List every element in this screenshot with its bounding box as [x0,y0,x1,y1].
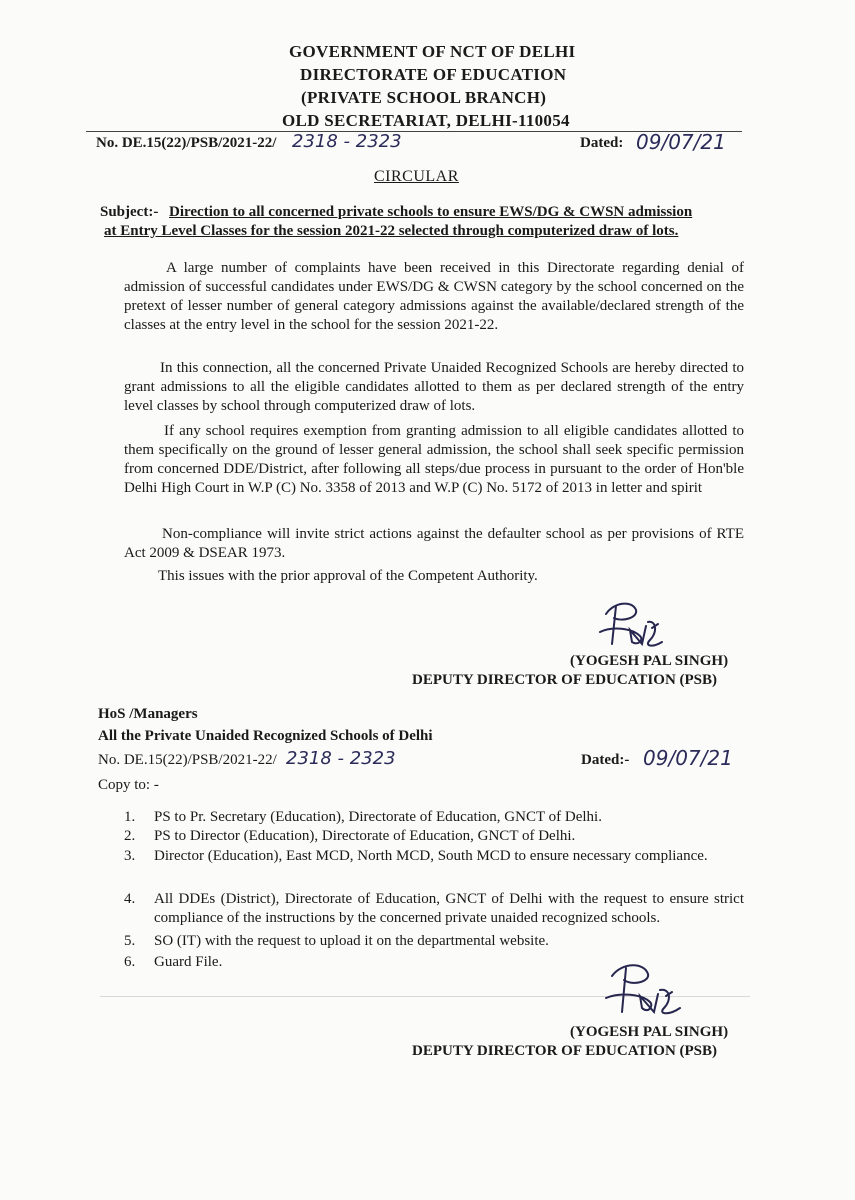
reference-number-handwritten: 2318 - 2323 [292,131,402,152]
list-item-number: 1. [124,809,136,825]
list-item-text: All DDEs (District), Directorate of Education, GNCT of Delhi with the request to ensure strict compliance of the instructions by the concerned private unaided recognized schools. [154,891,744,926]
header-line-3: (PRIVATE SCHOOL BRANCH) [301,88,547,107]
reference-number-2-handwritten: 2318 - 2323 [286,748,396,769]
list-item-text: Guard File. [154,954,223,970]
list-item [124,827,744,846]
list-item-text: PS to Pr. Secretary (Education), Directorate of Education, GNCT of Delhi. [154,809,602,825]
reference-number-2: No. DE.15(22)/PSB/2021-22/ [98,752,277,768]
list-item-text: SO (IT) with the request to upload it on the departmental website. [154,933,549,949]
header-line-2: DIRECTORATE OF EDUCATION [300,65,567,84]
list-item [124,890,744,928]
header-line-4: OLD SECRETARIAT, DELHI-110054 [282,111,570,130]
subject-line-2: at Entry Level Classes for the session 2021-22 selected through computerized draw of lots. [104,223,679,239]
subject-label: Subject:- [100,204,159,220]
subject-line-1: Direction to all concerned private schools to ensure EWS/DG & CWSN admission [169,204,693,220]
list-item-number: 2. [124,828,136,844]
list-item-text: Director (Education), East MCD, North MCD, South MCD to ensure necessary compliance. [154,848,708,864]
signature-1-designation: DEPUTY DIRECTOR OF EDUCATION (PSB) [412,672,718,688]
signature-2-name: (YOGESH PAL SINGH) [570,1024,729,1040]
circular-title: CIRCULAR [374,168,459,185]
reference-number: No. DE.15(22)/PSB/2021-22/ [96,135,277,151]
list-item [124,808,744,827]
signature-2-designation: DEPUTY DIRECTOR OF EDUCATION (PSB) [412,1043,718,1059]
signature-1 [592,596,672,654]
addressee-line-1: HoS /Managers [98,706,198,722]
paragraph-3: If any school requires exemption from granting admission to all eligible candidates allotted to them specifically on the ground of lesser general admission, the school shall seek specific permission from concerned DDE/District, after following all steps/due process in pursuant to the order of Hon'ble Delhi High Court in W.P (C) No. 3358 of 2013 and W.P (C) No. 5172 of 2013 in letter and spirit [124,423,744,496]
paragraph-1: A large number of complaints have been received in this Directorate regarding denial of admission of successful candidates under EWS/DG & CWSN category by the school concerned on the pretext of lesser number of general category admissions against the available/declared strength of the classes at the entry level in the school for the session 2021-22. [124,260,744,333]
paragraph-5: This issues with the prior approval of the Competent Authority. [158,568,538,584]
dated-2-handwritten: 09/07/21 [643,746,733,770]
dated-label: Dated: [580,135,624,151]
copy-to-label: Copy to: - [98,777,159,793]
dated-handwritten: 09/07/21 [636,130,726,154]
list-item [124,932,744,951]
list-item-number: 3. [124,848,136,864]
list-item-number: 5. [124,933,136,949]
signature-1-name: (YOGESH PAL SINGH) [570,653,729,669]
paragraph-2: In this connection, all the concerned Private Unaided Recognized Schools are hereby directed to grant admissions to all the eligible candidates allotted to them as per declared strength of the entry level classes by school through computerized draw of lots. [124,360,744,414]
signature-2 [598,956,694,1022]
addressee-line-2: All the Private Unaided Recognized Schools of Delhi [98,728,433,744]
list-item-text: PS to Director (Education), Directorate of Education, GNCT of Delhi. [154,828,576,844]
list-item-number: 4. [124,891,136,907]
paragraph-4: Non-compliance will invite strict actions against the defaulter school as per provisions of RTE Act 2009 & DSEAR 1973. [124,526,744,561]
list-item-number: 6. [124,954,136,970]
header-line-1: GOVERNMENT OF NCT OF DELHI [289,42,576,61]
dated-label-2: Dated:- [581,752,630,768]
list-item [124,847,744,885]
